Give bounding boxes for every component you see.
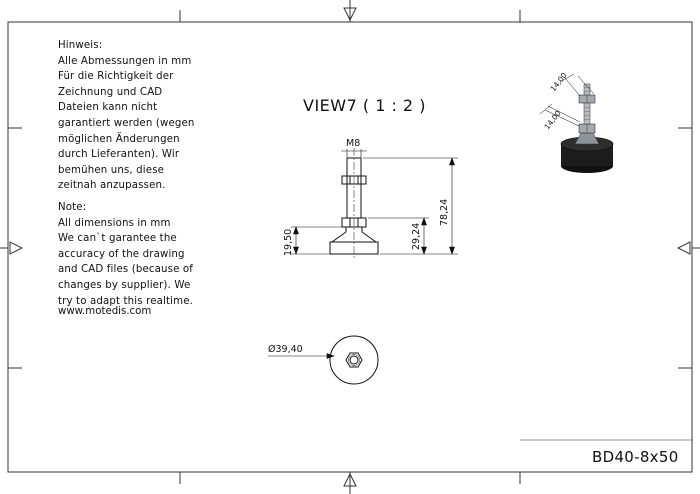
part-number: BD40-8x50 <box>592 448 679 466</box>
iso-lower-nut-label: 14,00 <box>542 108 563 132</box>
iso-upper-nut-label: 14,00 <box>548 70 569 94</box>
note-line: möglichen Änderungen <box>58 133 180 145</box>
dim-base-height-label: 19,50 <box>283 228 294 256</box>
front-dimension-labels <box>283 138 450 256</box>
note-line: try to adapt this realtime. <box>58 295 194 307</box>
front-dimensions <box>291 149 458 254</box>
note-line: Alle Abmessungen in mm <box>58 55 192 67</box>
iso-dimension-labels <box>542 71 568 132</box>
note-line: and CAD files (because of <box>58 264 194 276</box>
note-line: Zeichnung und CAD <box>58 86 163 98</box>
front-view <box>330 148 378 260</box>
note-line: durch Lieferanten). Wir <box>58 149 180 161</box>
note-line: We can`t garantee the <box>58 233 177 245</box>
dim-thread-label: M8 <box>346 138 361 149</box>
dim-total-height-label: 78,24 <box>439 198 450 226</box>
note-line: Dateien kann nicht <box>58 102 158 114</box>
notes-german <box>58 38 238 194</box>
note-line: All dimensions in mm <box>58 217 171 229</box>
note-line: Hinweis: <box>58 40 103 51</box>
website-url: www.motedis.com <box>58 306 152 317</box>
note-line: bemühen uns, diese <box>58 164 165 176</box>
note-line: zeitnah anzupassen. <box>58 180 166 192</box>
note-line: accuracy of the drawing <box>58 248 185 260</box>
note-line: changes by supplier). We <box>58 279 191 291</box>
dim-diameter-label: Ø39,40 <box>268 344 303 355</box>
dim-foot-height-label: 29,24 <box>411 222 422 250</box>
note-line: Für die Richtigkeit der <box>58 71 174 83</box>
note-line: garantiert werden (wegen <box>58 117 195 129</box>
view-title: VIEW7 ( 1 : 2 ) <box>303 96 426 115</box>
top-view <box>330 336 378 384</box>
notes-english <box>58 200 238 309</box>
note-line: Note: <box>58 202 87 213</box>
